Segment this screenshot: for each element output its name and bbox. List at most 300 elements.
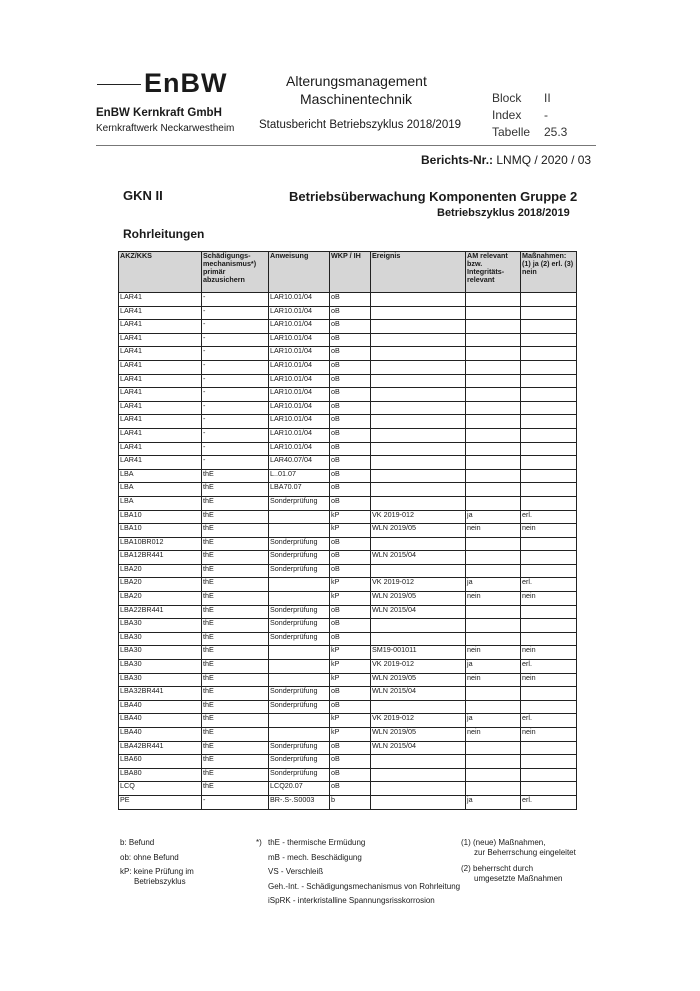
- cell-instruction: [269, 660, 330, 674]
- table-row: [119, 442, 577, 456]
- cell-akz: LBA20: [119, 564, 202, 578]
- cell-mechanism: -: [202, 293, 269, 307]
- cell-measures: [521, 551, 577, 565]
- cell-am-relevant: [466, 741, 521, 755]
- cell-measures: [521, 564, 577, 578]
- table-row: [119, 306, 577, 320]
- cell-akz: LBA10: [119, 524, 202, 538]
- cell-akz: LBA10: [119, 510, 202, 524]
- cell-event: [371, 755, 466, 769]
- cell-am-relevant: [466, 768, 521, 782]
- cell-am-relevant: [466, 700, 521, 714]
- cell-am-relevant: [466, 456, 521, 470]
- table-row: [119, 578, 577, 592]
- cell-am-relevant: [466, 347, 521, 361]
- table-row: [119, 592, 577, 606]
- cell-event: WLN 2015/04: [371, 605, 466, 619]
- table-row: [119, 293, 577, 307]
- cell-instruction: LAR40.07/04: [269, 456, 330, 470]
- table-row: [119, 795, 577, 809]
- table-row: [119, 728, 577, 742]
- cell-mechanism: thE: [202, 483, 269, 497]
- cell-am-relevant: [466, 496, 521, 510]
- cell-wkp: oB: [330, 360, 371, 374]
- plant-name: Kernkraftwerk Neckarwestheim: [96, 123, 235, 134]
- status-report: Statusbericht Betriebszyklus 2018/2019: [259, 119, 462, 131]
- cell-wkp: oB: [330, 415, 371, 429]
- cell-instruction: LAR10.01/04: [269, 306, 330, 320]
- cell-mechanism: thE: [202, 687, 269, 701]
- cell-am-relevant: ja: [466, 578, 521, 592]
- table-header-row: [119, 252, 577, 293]
- cell-am-relevant: ja: [466, 714, 521, 728]
- cell-akz: LBA12BR441: [119, 551, 202, 565]
- cell-measures: [521, 469, 577, 483]
- meta-label-table: Tabelle: [492, 125, 531, 139]
- table-row: [119, 673, 577, 687]
- table-row: [119, 483, 577, 497]
- cell-wkp: oB: [330, 347, 371, 361]
- cell-mechanism: -: [202, 388, 269, 402]
- cell-instruction: LAR10.01/04: [269, 428, 330, 442]
- footnote-line: zur Beherrschung eingeleitet: [474, 847, 576, 857]
- footnote-legend-status: [120, 838, 194, 886]
- cell-event: [371, 768, 466, 782]
- cell-instruction: LAR10.01/04: [269, 360, 330, 374]
- cell-mechanism: thE: [202, 673, 269, 687]
- cell-measures: [521, 388, 577, 402]
- cell-event: [371, 537, 466, 551]
- cell-wkp: kP: [330, 646, 371, 660]
- cell-akz: LBA40: [119, 714, 202, 728]
- cell-wkp: kP: [330, 510, 371, 524]
- cell-event: [371, 632, 466, 646]
- cell-akz: LAR41: [119, 293, 202, 307]
- cell-akz: LBA20: [119, 578, 202, 592]
- cell-event: [371, 469, 466, 483]
- meta-label-block: Block: [492, 91, 522, 105]
- col-header-akz: AKZ/KKS: [119, 252, 202, 293]
- table-row: [119, 551, 577, 565]
- table-row: [119, 456, 577, 470]
- cell-mechanism: -: [202, 306, 269, 320]
- cell-event: WLN 2019/05: [371, 524, 466, 538]
- table-row: [119, 360, 577, 374]
- cell-am-relevant: nein: [466, 524, 521, 538]
- cell-am-relevant: [466, 333, 521, 347]
- components-table: [118, 251, 577, 810]
- cell-mechanism: thE: [202, 524, 269, 538]
- cell-instruction: [269, 524, 330, 538]
- cell-measures: [521, 687, 577, 701]
- cell-wkp: oB: [330, 551, 371, 565]
- cell-am-relevant: [466, 564, 521, 578]
- cell-measures: [521, 293, 577, 307]
- cell-akz: LBA: [119, 496, 202, 510]
- cell-mechanism: thE: [202, 646, 269, 660]
- header-divider: [96, 145, 596, 146]
- cell-am-relevant: [466, 632, 521, 646]
- cell-am-relevant: [466, 687, 521, 701]
- cell-wkp: oB: [330, 456, 371, 470]
- cell-wkp: oB: [330, 496, 371, 510]
- cell-event: [371, 388, 466, 402]
- cell-wkp: oB: [330, 442, 371, 456]
- cell-akz: LBA22BR441: [119, 605, 202, 619]
- cell-event: VK 2019-012: [371, 714, 466, 728]
- cell-measures: [521, 428, 577, 442]
- cell-event: [371, 428, 466, 442]
- cell-akz: LBA42BR441: [119, 741, 202, 755]
- cell-wkp: kP: [330, 728, 371, 742]
- cell-measures: nein: [521, 728, 577, 742]
- cell-event: [371, 415, 466, 429]
- cell-instruction: LBA70.07: [269, 483, 330, 497]
- cell-mechanism: thE: [202, 632, 269, 646]
- cell-wkp: kP: [330, 524, 371, 538]
- cell-am-relevant: [466, 374, 521, 388]
- cell-am-relevant: [466, 782, 521, 796]
- cell-measures: [521, 320, 577, 334]
- cell-akz: LAR41: [119, 456, 202, 470]
- cell-akz: LAR41: [119, 401, 202, 415]
- cell-event: [371, 564, 466, 578]
- report-number-value: LNMQ / 2020 / 03: [496, 153, 592, 167]
- cell-akz: LAR41: [119, 360, 202, 374]
- cell-akz: LAR41: [119, 415, 202, 429]
- cell-mechanism: thE: [202, 592, 269, 606]
- footnote-line: iSpRK - interkristalline Spannungsrisskorrosion: [268, 896, 435, 906]
- cell-instruction: Sonderprüfung: [269, 687, 330, 701]
- section-title: Rohrleitungen: [123, 227, 205, 241]
- cell-wkp: oB: [330, 388, 371, 402]
- col-header-instruction: Anweisung: [269, 252, 330, 293]
- cell-instruction: [269, 510, 330, 524]
- cell-mechanism: -: [202, 374, 269, 388]
- cell-am-relevant: [466, 306, 521, 320]
- cell-event: [371, 496, 466, 510]
- cell-measures: nein: [521, 524, 577, 538]
- cell-measures: [521, 496, 577, 510]
- cell-wkp: oB: [330, 632, 371, 646]
- cell-mechanism: thE: [202, 660, 269, 674]
- cell-wkp: oB: [330, 619, 371, 633]
- cell-event: [371, 374, 466, 388]
- cell-event: [371, 483, 466, 497]
- cell-akz: LAR41: [119, 428, 202, 442]
- table-row: [119, 469, 577, 483]
- cell-wkp: oB: [330, 374, 371, 388]
- cell-instruction: [269, 714, 330, 728]
- cell-measures: [521, 401, 577, 415]
- cell-mechanism: thE: [202, 755, 269, 769]
- cell-akz: LBA40: [119, 700, 202, 714]
- cell-akz: LAR41: [119, 333, 202, 347]
- cell-mechanism: -: [202, 360, 269, 374]
- footnote-line: mB - mech. Beschädigung: [268, 852, 362, 862]
- cell-akz: LBA30: [119, 673, 202, 687]
- cell-instruction: Sonderprüfung: [269, 755, 330, 769]
- table-row: [119, 755, 577, 769]
- cell-akz: LBA30: [119, 660, 202, 674]
- table-row: [119, 524, 577, 538]
- cell-wkp: oB: [330, 605, 371, 619]
- cell-mechanism: thE: [202, 619, 269, 633]
- cell-mechanism: -: [202, 456, 269, 470]
- footnote-marker: *): [256, 838, 262, 847]
- cell-instruction: L..01.07: [269, 469, 330, 483]
- cell-wkp: kP: [330, 673, 371, 687]
- report-number: [421, 153, 591, 167]
- cell-wkp: oB: [330, 768, 371, 782]
- cell-measures: [521, 306, 577, 320]
- cell-event: [371, 401, 466, 415]
- cell-wkp: oB: [330, 700, 371, 714]
- cell-wkp: oB: [330, 687, 371, 701]
- cell-event: WLN 2015/04: [371, 741, 466, 755]
- cell-event: WLN 2019/05: [371, 592, 466, 606]
- cell-measures: [521, 442, 577, 456]
- footnote-line: b: Befund: [120, 838, 155, 847]
- cell-akz: PE: [119, 795, 202, 809]
- cell-mechanism: thE: [202, 605, 269, 619]
- cell-measures: [521, 483, 577, 497]
- table-row: [119, 619, 577, 633]
- col-header-wkp: WKP / IH: [330, 252, 371, 293]
- cell-am-relevant: [466, 401, 521, 415]
- cell-wkp: oB: [330, 782, 371, 796]
- col-header-am-relevant: AM relevant bzw. Integritäts-relevant: [466, 252, 521, 293]
- cell-event: [371, 619, 466, 633]
- table-row: [119, 700, 577, 714]
- footnote-line: ob: ohne Befund: [120, 852, 179, 862]
- cell-mechanism: thE: [202, 537, 269, 551]
- cell-am-relevant: [466, 415, 521, 429]
- table-row: [119, 415, 577, 429]
- cell-event: [371, 347, 466, 361]
- cell-instruction: Sonderprüfung: [269, 496, 330, 510]
- cell-am-relevant: [466, 483, 521, 497]
- cell-mechanism: -: [202, 320, 269, 334]
- cell-mechanism: thE: [202, 700, 269, 714]
- cell-instruction: Sonderprüfung: [269, 632, 330, 646]
- cell-measures: nein: [521, 673, 577, 687]
- company-logo: EnBW: [144, 68, 228, 98]
- cell-mechanism: -: [202, 333, 269, 347]
- cell-wkp: oB: [330, 537, 371, 551]
- cell-instruction: BR-.S-.S0003: [269, 795, 330, 809]
- cell-instruction: LAR10.01/04: [269, 388, 330, 402]
- cell-mechanism: thE: [202, 510, 269, 524]
- cell-event: [371, 795, 466, 809]
- cell-instruction: LAR10.01/04: [269, 320, 330, 334]
- cell-am-relevant: nein: [466, 673, 521, 687]
- col-header-mechanism: Schädigungs-mechanismus*) primär abzusichern: [202, 252, 269, 293]
- cell-akz: LAR41: [119, 306, 202, 320]
- cell-instruction: [269, 592, 330, 606]
- cell-akz: LBA32BR441: [119, 687, 202, 701]
- cell-akz: LBA20: [119, 592, 202, 606]
- cell-wkp: oB: [330, 306, 371, 320]
- cell-am-relevant: nein: [466, 646, 521, 660]
- cell-instruction: Sonderprüfung: [269, 700, 330, 714]
- cell-measures: [521, 333, 577, 347]
- cell-instruction: [269, 646, 330, 660]
- cell-measures: erl.: [521, 510, 577, 524]
- cell-am-relevant: [466, 551, 521, 565]
- footnote-line: (1) (neue) Maßnahmen,: [461, 838, 546, 847]
- cell-am-relevant: [466, 320, 521, 334]
- cell-akz: LBA10BR012: [119, 537, 202, 551]
- cell-mechanism: -: [202, 428, 269, 442]
- unit-label: GKN II: [123, 188, 163, 203]
- cell-event: [371, 782, 466, 796]
- cell-akz: LCQ: [119, 782, 202, 796]
- cell-measures: [521, 360, 577, 374]
- cell-instruction: Sonderprüfung: [269, 605, 330, 619]
- table-row: [119, 632, 577, 646]
- cell-mechanism: -: [202, 401, 269, 415]
- cell-mechanism: thE: [202, 728, 269, 742]
- table-row: [119, 374, 577, 388]
- cell-measures: [521, 415, 577, 429]
- cell-mechanism: thE: [202, 469, 269, 483]
- footnote-line: thE - thermische Ermüdung: [268, 838, 366, 847]
- page-title: Betriebsüberwachung Komponenten Gruppe 2: [289, 189, 578, 204]
- cell-wkp: kP: [330, 714, 371, 728]
- cell-mechanism: thE: [202, 578, 269, 592]
- cell-wkp: kP: [330, 592, 371, 606]
- cell-mechanism: -: [202, 347, 269, 361]
- cell-wkp: kP: [330, 578, 371, 592]
- cell-mechanism: thE: [202, 741, 269, 755]
- table-row: [119, 605, 577, 619]
- cell-instruction: LAR10.01/04: [269, 293, 330, 307]
- cell-instruction: Sonderprüfung: [269, 768, 330, 782]
- cell-event: [371, 442, 466, 456]
- meta-value-table: 25.3: [544, 125, 568, 139]
- cell-mechanism: -: [202, 442, 269, 456]
- cell-event: VK 2019-012: [371, 578, 466, 592]
- cell-wkp: oB: [330, 755, 371, 769]
- cell-akz: LBA40: [119, 728, 202, 742]
- cell-mechanism: -: [202, 795, 269, 809]
- cell-instruction: Sonderprüfung: [269, 741, 330, 755]
- table-row: [119, 333, 577, 347]
- cell-mechanism: thE: [202, 782, 269, 796]
- cell-event: [371, 360, 466, 374]
- cell-am-relevant: [466, 619, 521, 633]
- cell-wkp: oB: [330, 564, 371, 578]
- cell-akz: LBA: [119, 483, 202, 497]
- col-header-event: Ereignis: [371, 252, 466, 293]
- cell-am-relevant: ja: [466, 795, 521, 809]
- cell-mechanism: thE: [202, 714, 269, 728]
- meta-value-index: -: [544, 108, 548, 122]
- cell-mechanism: thE: [202, 768, 269, 782]
- cell-wkp: oB: [330, 428, 371, 442]
- cell-instruction: Sonderprüfung: [269, 537, 330, 551]
- cell-measures: erl.: [521, 578, 577, 592]
- cell-akz: LBA30: [119, 646, 202, 660]
- cell-akz: LAR41: [119, 388, 202, 402]
- table-row: [119, 510, 577, 524]
- cell-measures: nein: [521, 592, 577, 606]
- cell-wkp: oB: [330, 401, 371, 415]
- cell-instruction: LCQ20.07: [269, 782, 330, 796]
- cell-am-relevant: [466, 442, 521, 456]
- cell-event: WLN 2015/04: [371, 551, 466, 565]
- cell-measures: erl.: [521, 660, 577, 674]
- cell-wkp: oB: [330, 741, 371, 755]
- meta-label-index: Index: [492, 108, 522, 122]
- cell-instruction: LAR10.01/04: [269, 415, 330, 429]
- cell-event: [371, 456, 466, 470]
- cell-am-relevant: nein: [466, 728, 521, 742]
- cell-measures: erl.: [521, 714, 577, 728]
- cell-event: [371, 700, 466, 714]
- cell-measures: [521, 741, 577, 755]
- cell-am-relevant: [466, 469, 521, 483]
- cell-am-relevant: [466, 605, 521, 619]
- footnote-line: kP: keine Prüfung im: [120, 867, 194, 877]
- cell-measures: [521, 768, 577, 782]
- cell-wkp: oB: [330, 469, 371, 483]
- col-header-measures: Maßnahmen: (1) ja (2) erl. (3) nein: [521, 252, 577, 293]
- cell-akz: LBA60: [119, 755, 202, 769]
- meta-value-block: II: [544, 91, 551, 105]
- table-row: [119, 347, 577, 361]
- cell-mechanism: thE: [202, 496, 269, 510]
- cell-akz: LAR41: [119, 374, 202, 388]
- cell-am-relevant: ja: [466, 510, 521, 524]
- cell-instruction: [269, 673, 330, 687]
- cell-am-relevant: [466, 293, 521, 307]
- cell-akz: LAR41: [119, 442, 202, 456]
- cell-measures: [521, 605, 577, 619]
- cell-wkp: kP: [330, 660, 371, 674]
- cycle-subtitle: Betriebszyklus 2018/2019: [437, 207, 570, 219]
- cell-akz: LAR41: [119, 320, 202, 334]
- cell-event: VK 2019-012: [371, 510, 466, 524]
- cell-am-relevant: [466, 428, 521, 442]
- table-row: [119, 782, 577, 796]
- cell-instruction: LAR10.01/04: [269, 442, 330, 456]
- table-row: [119, 537, 577, 551]
- footnote-line: umgesetzte Maßnahmen: [474, 873, 563, 883]
- doc-title-line1: Alterungsmanagement: [286, 73, 427, 89]
- table-row: [119, 496, 577, 510]
- cell-wkp: oB: [330, 293, 371, 307]
- cell-instruction: LAR10.01/04: [269, 333, 330, 347]
- footnote-legend-measures: [461, 838, 576, 883]
- cell-event: [371, 306, 466, 320]
- cell-am-relevant: [466, 537, 521, 551]
- cell-wkp: oB: [330, 333, 371, 347]
- cell-measures: [521, 456, 577, 470]
- cell-am-relevant: [466, 755, 521, 769]
- cell-instruction: LAR10.01/04: [269, 401, 330, 415]
- report-number-label: Berichts-Nr.:: [421, 153, 494, 167]
- cell-event: [371, 320, 466, 334]
- footnote-line: (2) beherrscht durch: [461, 864, 534, 874]
- cell-wkp: b: [330, 795, 371, 809]
- cell-measures: [521, 347, 577, 361]
- table-row: [119, 428, 577, 442]
- cell-event: WLN 2019/05: [371, 728, 466, 742]
- cell-event: SM19-001011: [371, 646, 466, 660]
- cell-wkp: oB: [330, 483, 371, 497]
